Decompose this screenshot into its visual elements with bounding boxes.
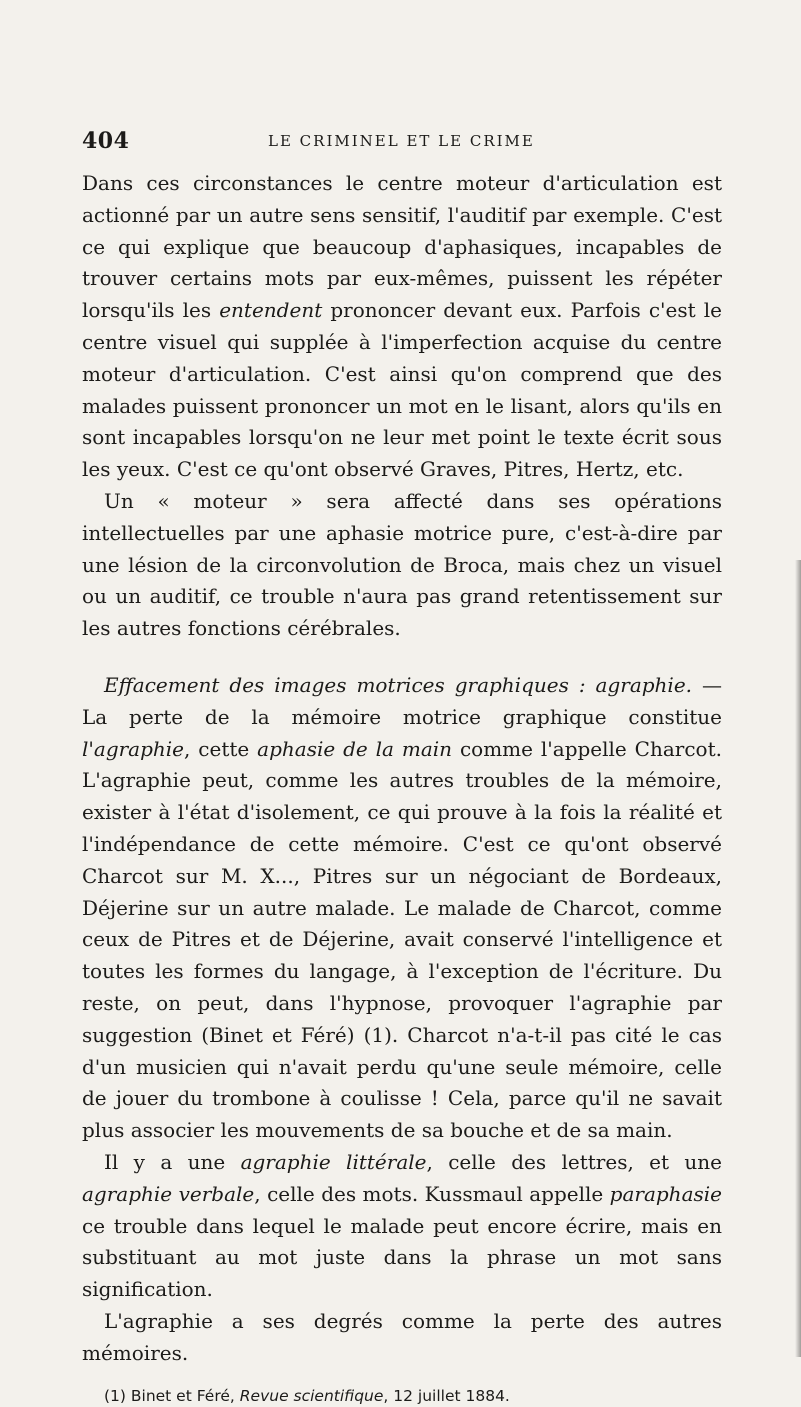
footnote <box>82 1385 722 1407</box>
footnote-text: (1) Binet et Féré, <box>104 1387 240 1406</box>
text-run: Un « moteur » sera affecté dans ses opérations intellectuelles par une aphasie motrice pure, c'est-à-dire par une lésion de la circonvolution de Broca, mais chez un visuel ou un auditif, ce trouble n'aura pas grand retentissement sur les autres fonctions cérébrales. <box>82 488 722 641</box>
text-run: , cette <box>184 736 258 761</box>
paragraph-3 <box>82 670 722 1147</box>
running-title: LE CRIMINEL ET LE CRIME <box>268 132 535 150</box>
paragraph-4 <box>82 1147 722 1306</box>
text-run: ce trouble dans lequel le malade peut encore écrire, mais en substituant au mot juste dans la phrase un mot sans signification. <box>82 1213 722 1302</box>
page-edge-shadow <box>795 560 801 1357</box>
paragraph-5 <box>82 1306 722 1370</box>
paragraph-1 <box>82 168 722 486</box>
italic-run: agraphie littérale <box>240 1149 427 1174</box>
italic-run: paraphasie <box>609 1181 722 1206</box>
italic-run: aphasie de la main <box>257 736 453 761</box>
text-run: Dans ces circonstances le centre moteur d'articulation est actionné par un autre sens sensitif, l'auditif par exemple. C'est ce qui explique que beaucoup d'aphasiques, incapables de trouver certains mots par eux-mêmes, puissent les répéter lorsqu'ils les <box>82 171 722 323</box>
text-run: , celle des lettres, et une <box>426 1149 723 1174</box>
text-run: — La perte de la mémoire motrice graphique constitue <box>82 672 723 729</box>
italic-run: agraphie verbale <box>82 1181 255 1206</box>
paragraph-2 <box>82 486 722 645</box>
italic-run: entendent <box>219 298 323 323</box>
footnote-journal: Revue scientifique <box>239 1387 384 1406</box>
body-text <box>82 168 722 1407</box>
text-run: comme l'appelle Charcot. L'agraphie peut, comme les autres troubles de la mémoire, exister à l'état d'isolement, ce qui prouve à la fois la réalité et l'indépendance de cette mémoire. C'est ce qu'ont observé Charcot sur M. X..., Pitres sur un négociant de Bordeaux, Déjerine sur un autre malade. Le malade de Charcot, comme ceux de Pitres et de Déjerine, avait conservé l'intelligence et toutes les formes du langage, à l'exception de l'écriture. Du reste, on peut, dans l'hypnose, provoquer l'agraphie par suggestion (Binet et Féré) (1). Charcot n'a-t-il pas cité le cas d'un musicien qui n'avait perdu qu'une seule mémoire, celle de jouer du trombone à coulisse ! Cela, parce qu'il ne savait plus associer les mouvements de sa bouche et de sa main. <box>82 736 722 1143</box>
text-run: Il y a une <box>104 1149 241 1174</box>
page-number: 404 <box>82 128 130 154</box>
text-run: , celle des mots. Kussmaul appelle <box>254 1181 610 1206</box>
italic-run: l'agraphie <box>82 736 185 761</box>
text-run: prononcer devant eux. Parfois c'est le centre visuel qui supplée à l'imperfection acquise du centre moteur d'articulation. C'est ainsi qu'on comprend que des malades puissent prononcer un mot en le lisant, alors qu'ils en sont incapables lorsqu'on ne leur met point le texte écrit sous les yeux. C'est ce qu'ont observé Graves, Pitres, Hertz, etc. <box>82 298 722 482</box>
text-run: L'agraphie a ses degrés comme la perte des autres mémoires. <box>82 1308 722 1365</box>
footnote-text: , 12 juillet 1884. <box>383 1387 510 1406</box>
section-heading: Effacement des images motrices graphiques : agraphie. <box>104 672 693 697</box>
